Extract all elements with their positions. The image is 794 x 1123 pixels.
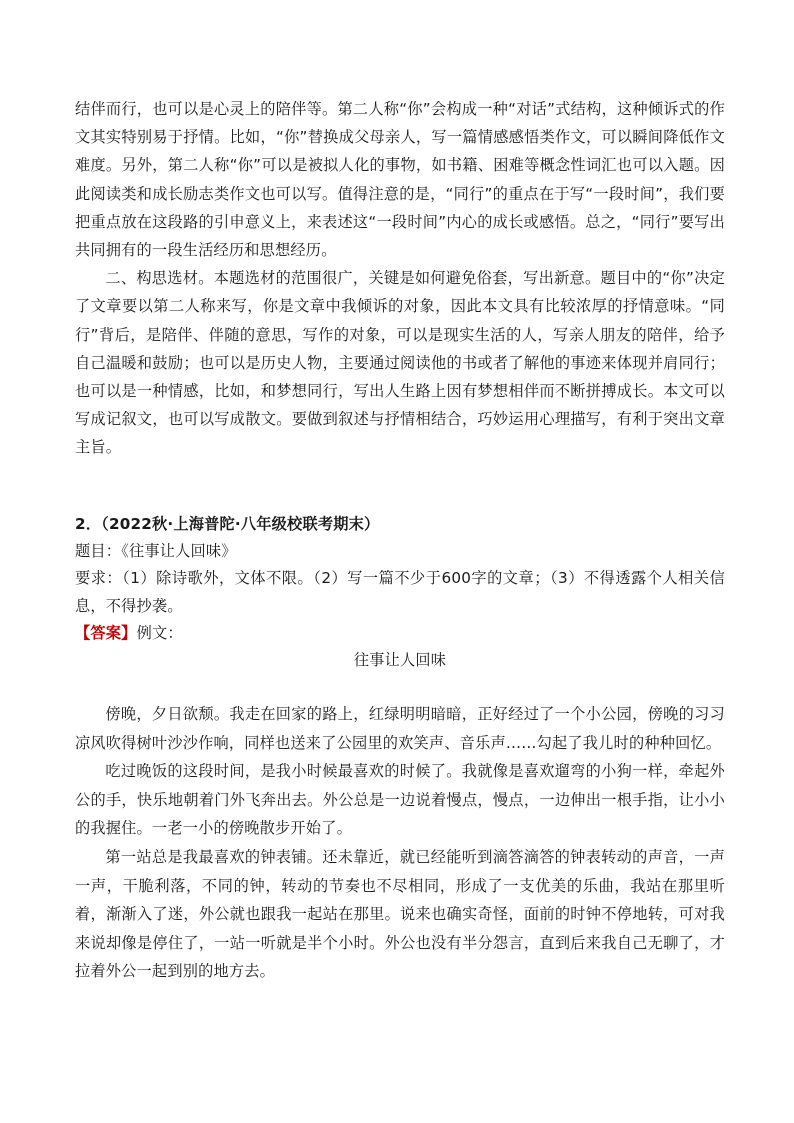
essay-title: 往事让人回味	[353, 651, 447, 670]
answer-lead: 例文：	[136, 623, 183, 642]
analysis-section	[75, 95, 725, 462]
question-requirements: 要求：（1）除诗歌外，文体不限。（2）写一篇不少于600字的文章；（3）不得透露个人相关信息，不得抄袭。	[75, 569, 725, 615]
essay-paragraph-1: 傍晚，夕日欲颓。我走在回家的路上，红绿明明暗暗，正好经过了一个小公园，傍晚的习习凉风吹得树叶沙沙作响，同样也送来了公园里的欢笑声、音乐声……勾起了我儿时的种种回忆。	[75, 705, 725, 752]
analysis-paragraph-1: 结伴而行，也可以是心灵上的陪伴等。第二人称“你”会构成一种“对话”式结构，这种倾诉式的作文其实特别易于抒情。比如，“你”替换成父母亲人，写一篇情感感悟类作文，可以瞬间降低作文难度。另外，第二人称“你”可以是被拟人化的事物，如书籍、困难等概念性词汇也可以入题。因此阅读类和成长励志类作文也可以写。值得注意的是，“同行”的重点在于写“一段时间”，我们要把重点放在这段路的引申意义上，来表述这“一段时间”内心的成长或感悟。总之，“同行”要写出共同拥有的一段生活经历和思想经历。	[75, 100, 725, 260]
question-number: 2．	[75, 515, 102, 533]
question-section	[75, 511, 725, 674]
essay-paragraph-3: 第一站总是我最喜欢的钟表铺。还未靠近，就已经能听到滴答滴答的钟表转动的声音，一声一声，干脆利落，不同的钟，转动的节奏也不尽相同，形成了一支优美的乐曲，我站在那里听着，渐渐入了迷，外公就也跟我一起站在那里。说来也确实奇怪，面前的时钟不停地转，可对我来说却像是停住了，一站一听就是半个小时。外公也没有半分怨言，直到后来我自己无聊了，才拉着外公一起到别的地方去。	[75, 847, 725, 981]
answer-tag: 【答案】	[75, 623, 137, 642]
answer-line	[75, 620, 725, 647]
question-source: （2022秋·上海普陀·八年级校联考期末）	[101, 515, 380, 533]
question-topic: 题目：《往事让人回味》	[75, 542, 237, 561]
question-header	[75, 511, 725, 538]
essay-body	[75, 700, 725, 986]
analysis-paragraph-2: 二、构思选材。本题选材的范围很广，关键是如何避免俗套，写出新意。题目中的“你”决定了文章要以第二人称来写，你是文章中我倾诉的对象，因此本文具有比较浓厚的抒情意味。“同行”背后，是陪伴、伴随的意思，写作的对象，可以是现实生活的人，写亲人朋友的陪伴，给予自己温暖和鼓励；也可以是历史人物，主要通过阅读他的书或者了解他的事迹来体现并肩同行；也可以是一种情感，比如，和梦想同行，写出人生路上因有梦想相伴而不断拼搏成长。本文可以写成记叙文，也可以写成散文。要做到叙述与抒情相结合，巧妙运用心理描写，有利于突出文章主旨。	[75, 269, 725, 457]
essay-paragraph-2: 吃过晚饭的这段时间，是我小时候最喜欢的时候了。我就像是喜欢遛弯的小狗一样，牵起外公的手，快乐地朝着门外飞奔出去。外公总是一边说着慢点，慢点，一边伸出一根手指，让小小的我握住。一老一小的傍晚散步开始了。	[75, 762, 725, 838]
